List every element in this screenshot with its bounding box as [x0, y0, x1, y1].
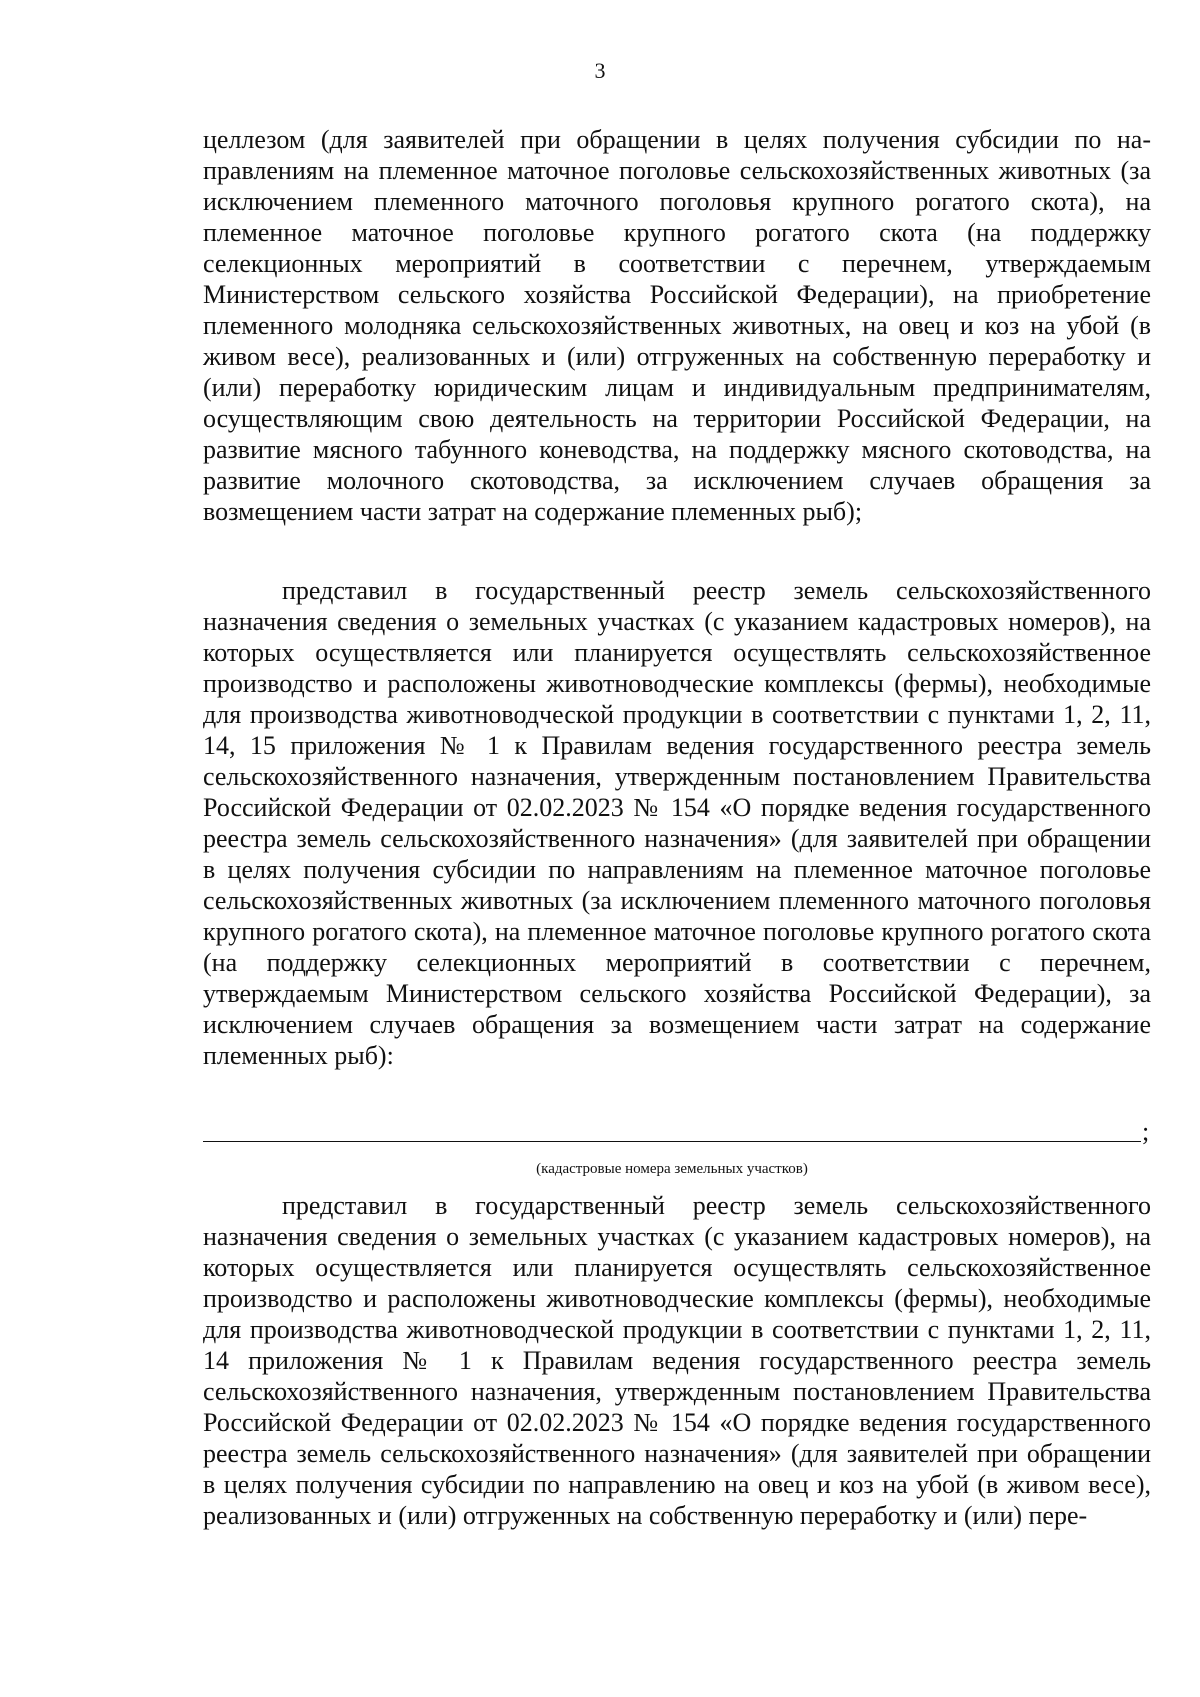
cadastral-numbers-blank-line — [203, 1141, 1141, 1142]
page-number: 3 — [594, 58, 606, 83]
paragraph-continuation: целлезом (для заявителей при обращении в целях получения субсидии по направлениям на племенное маточное поголовье сельскохозяйственных животных (за исключением племенного маточного поголовья крупного рогатого скота), на племенное маточное поголовье крупного рогатого скота (на поддержку селекционных мероприятий в соответствии с перечнем, утверждаемым Министерством сельского хозяйства Российской Федерации), на приобретение племенного молодняка сельскохозяйственных животных, на овец и коз на убой (в живом весе), реализованных и (или) отгруженных на собственную переработку и (или) переработку юридическим лицам и индивидуальным предпринимателям, осуществляющим свою деятельность на территории Российской Федерации, на развитие мясного табунного коневодства, на поддержку мясного скотоводства, на развитие молочного скотоводства, за исключением случаев обращения за возмещением части затрат на содержание племенных рыб); — [203, 125, 1151, 526]
cadastral-numbers-caption: (кадастровые номера земельных участков) — [536, 1161, 808, 1177]
paragraph-registry-items-1-2-11-14: представил в государственный реестр земель сельскохозяйственного назначения сведения о земельных участках (с указанием кадастровых номеров), на которых осуществляется или планируется осуществлять сельскохозяйственное производство и расположены животноводческие комплексы (фермы), необходимые для производства животноводческой продукции в соответствии с пунктами 1, 2, 11, 14 приложения № 1 к Правилам ведения государственного реестра земель сельскохозяйственного назначения, утвержденным постановлением Правительства Российской Федерации от 02.02.2023 № 154 «О порядке ведения государственного реестра земель сельскохозяйственного назначения» (для заявителей при обращении в целях получения субсидии по направлению на овец и коз на убой (в живом весе), реализованных и (или) отгруженных на собственную переработку и (или) пере- — [203, 1191, 1151, 1530]
paragraph-registry-items-1-2-11-14-15: представил в государственный реестр земель сельскохозяйственного назначения сведения о земельных участках (с указанием кадастровых номеров), на которых осуществляется или планируется осуществлять сельскохозяйственное производство и расположены животноводческие комплексы (фермы), необходимые для производства животноводческой продукции в соответствии с пунктами 1, 2, 11, 14, 15 приложения № 1 к Правилам ведения государственного реестра земель сельскохозяйственного назначения, утвержденным постановлением Правительства Российской Федерации от 02.02.2023 № 154 «О порядке ведения государственного реестра земель сельскохозяйственного назначения» (для заявителей при обращении в целях получения субсидии по направлениям на племенное маточное поголовье сельскохозяйственных животных (за исключением племенного маточного поголовья крупного рогатого скота), на племенное маточное поголовье крупного рогатого скота (на поддержку селекционных мероприятий в соответствии с перечнем, утверждаемым Министерством сельского хозяйства Российской Федерации), за исключением случаев обращения за возмещением части затрат на содержание племенных рыб): — [203, 576, 1151, 1070]
blank-line-semicolon: ; — [1142, 1117, 1150, 1146]
